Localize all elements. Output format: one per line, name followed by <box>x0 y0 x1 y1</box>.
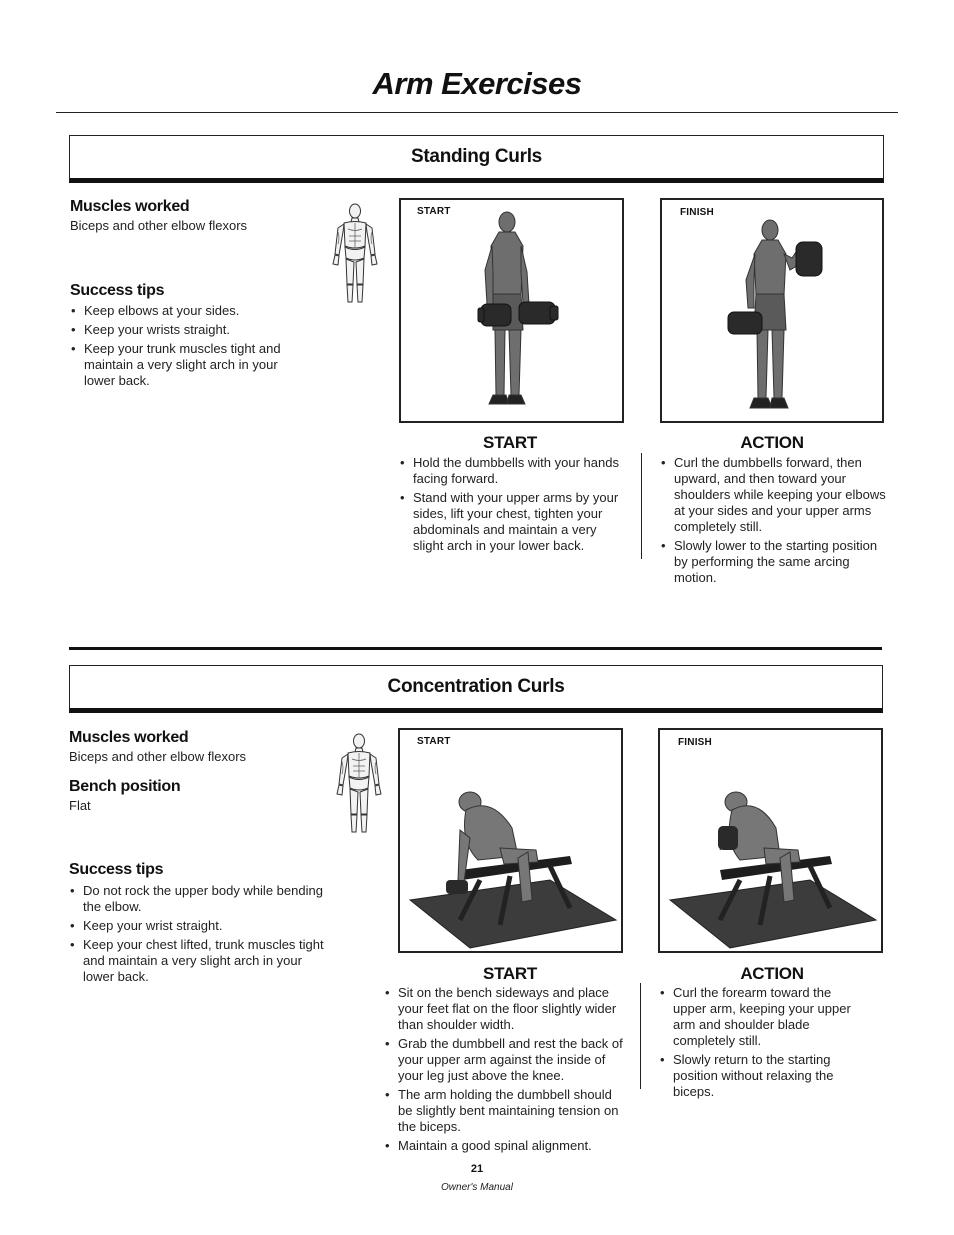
list-item: • Curl the forearm toward the upper arm, keeping your upper arm and shoulder blade completely still. <box>659 985 865 1049</box>
success-tips-list <box>69 883 324 988</box>
section-divider <box>69 647 882 650</box>
photo-label: FINISH <box>678 737 712 748</box>
list-item: • Keep your wrists straight. <box>70 322 310 338</box>
success-tips-label: Success tips <box>70 282 165 299</box>
list-item: • Keep your chest lifted, trunk muscles tight and maintain a very slight arch in your lower back. <box>69 937 324 985</box>
footer-text: Owner's Manual <box>441 1182 513 1193</box>
start-heading: START <box>483 964 537 983</box>
title-rule <box>56 112 898 113</box>
list-item: • Keep your trunk muscles tight and maintain a very slight arch in your lower back. <box>70 341 310 389</box>
action-heading: ACTION <box>740 964 804 983</box>
muscles-worked-value: Biceps and other elbow flexors <box>69 749 247 764</box>
bench-position-label: Bench position <box>69 778 181 795</box>
muscles-worked-value: Biceps and other elbow flexors <box>70 218 248 233</box>
muscles-worked-label: Muscles worked <box>69 729 189 746</box>
photo-concentration-curl-finish <box>658 728 883 953</box>
success-tips-list <box>70 303 310 392</box>
start-heading: START <box>483 433 537 452</box>
photo-label: START <box>417 736 451 747</box>
action-steps-list <box>660 455 886 589</box>
figure-standing-finish-icon <box>662 200 882 421</box>
section-title: Standing Curls <box>411 146 542 167</box>
list-item: • Grab the dumbbell and rest the back of your upper arm against the inside of your leg just above the knee. <box>384 1036 628 1084</box>
list-item: • The arm holding the dumbbell should be slightly bent maintaining tension on the biceps. <box>384 1087 628 1135</box>
photo-label: START <box>417 206 451 217</box>
action-steps-list <box>659 985 865 1103</box>
list-item: • Keep your wrist straight. <box>69 918 324 934</box>
list-item: • Hold the dumbbells with your hands facing forward. <box>399 455 625 487</box>
action-heading: ACTION <box>740 433 804 452</box>
start-steps-list <box>399 455 625 557</box>
section-title: Concentration Curls <box>387 676 565 697</box>
list-item: • Stand with your upper arms by your sides, lift your chest, tighten your abdominals and maintain a very slight arch in your lower back. <box>399 490 625 554</box>
list-item: • Maintain a good spinal alignment. <box>384 1138 628 1154</box>
page-title: Arm Exercises <box>372 66 582 101</box>
column-divider <box>641 453 642 559</box>
photo-label: FINISH <box>680 207 714 218</box>
success-tips-label: Success tips <box>69 861 164 878</box>
list-item: • Keep elbows at your sides. <box>70 303 310 319</box>
bench-position-value: Flat <box>69 798 91 813</box>
page-number: 21 <box>470 1163 484 1175</box>
figure-standing-start-icon <box>401 200 622 421</box>
list-item: • Slowly lower to the starting position by performing the same arcing motion. <box>660 538 886 586</box>
photo-concentration-curl-start <box>398 728 623 953</box>
muscle-diagram-icon <box>336 732 382 836</box>
section-header-concentration-curls <box>69 665 883 713</box>
figure-seated-start-icon <box>400 730 621 951</box>
list-item: • Curl the dumbbells forward, then upward, and then toward your shoulders while keeping your elbows at your sides and your upper arms completely still. <box>660 455 886 535</box>
muscles-worked-label: Muscles worked <box>70 198 190 215</box>
photo-standing-curl-start <box>399 198 624 423</box>
figure-seated-finish-icon <box>660 730 881 951</box>
column-divider <box>640 983 641 1089</box>
list-item: • Do not rock the upper body while bending the elbow. <box>69 883 324 915</box>
muscle-diagram-icon <box>332 202 378 306</box>
start-steps-list <box>384 985 628 1157</box>
list-item: • Slowly return to the starting position without relaxing the biceps. <box>659 1052 865 1100</box>
list-item: • Sit on the bench sideways and place your feet flat on the floor slightly wider than shoulder width. <box>384 985 628 1033</box>
section-header-standing-curls <box>69 135 884 183</box>
photo-standing-curl-finish <box>660 198 884 423</box>
